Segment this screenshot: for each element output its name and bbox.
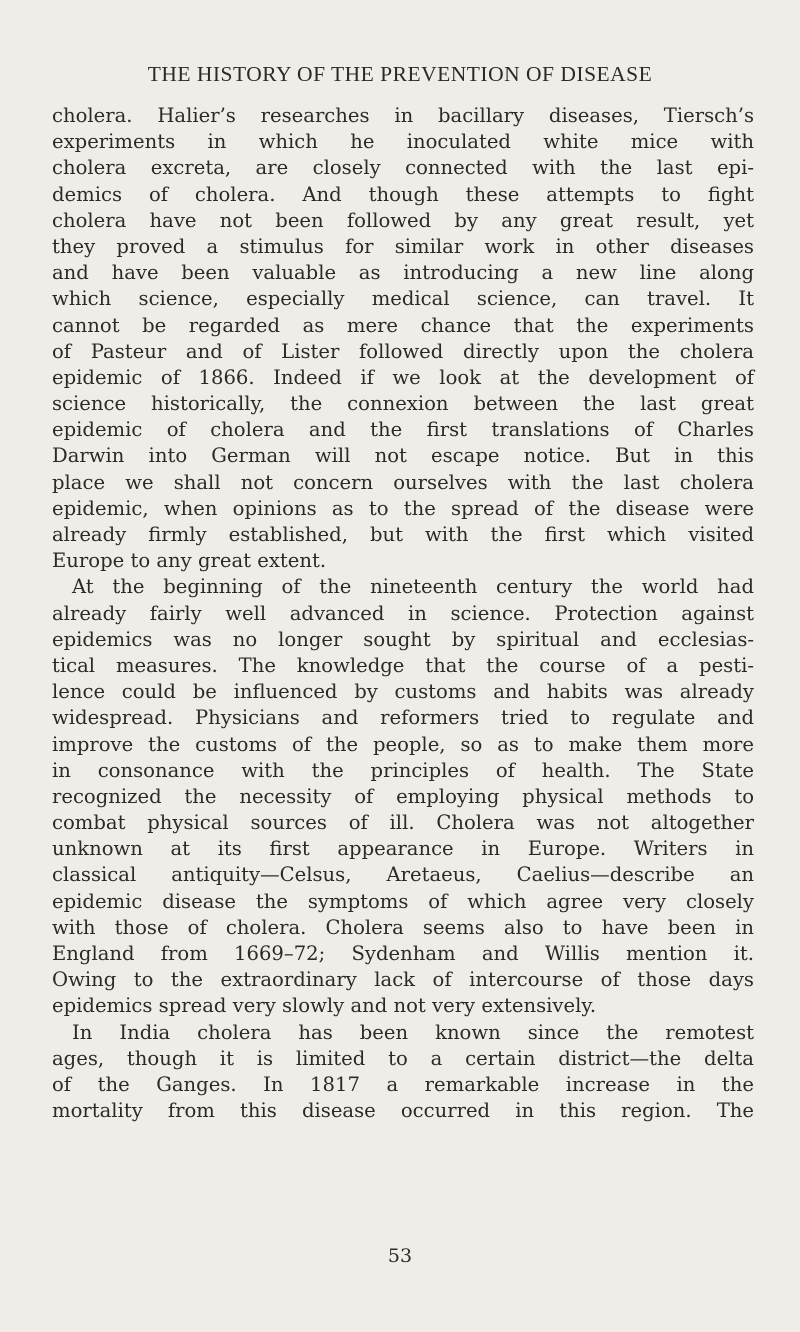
text-line: of the Ganges. In 1817 a remarkable increase in the [52,1072,754,1096]
text-line: cholera have not been followed by any great result, yet [52,208,754,232]
text-line: epidemic of 1866. Indeed if we look at the development of [52,365,754,389]
text-line: place we shall not concern ourselves with the last cholera [52,470,754,494]
text-line: science historically, the connexion between the last great [52,392,754,416]
text-line: ages, though it is limited to a certain district—the delta [52,1046,754,1070]
text-line: already firmly established, but with the first which visited [52,523,754,546]
text-line: in consonance with the principles of health. The State [52,758,754,782]
text-line: experiments in which he inoculated white mice with [52,130,754,154]
text-line: epidemics spread very slowly and not very extensively. [52,994,597,1018]
running-head: THE HISTORY OF THE PREVENTION OF DISEASE [147,62,653,86]
text-line: Europe to any great extent. [52,549,327,573]
text-line: they proved a stimulus for similar work in other diseases [52,234,754,258]
text-line: England from 1669–72; Sydenham and Willis mention it. [52,942,754,965]
text-line: Darwin into German will not escape notice. But in this [52,444,754,468]
text-line: with those of cholera. Cholera seems also to have been in [52,915,754,939]
text-line: demics of cholera. And though these attempts to fight [52,182,754,206]
page-number: 53 [387,1245,413,1267]
text-line: and have been valuable as introducing a new line along [52,261,754,285]
text-line: recognized the necessity of employing physical methods to [52,784,754,808]
text-line: epidemics was no longer sought by spiritual and ecclesias- [52,627,754,651]
text-line: of Pasteur and of Lister followed directly upon the cholera [52,339,754,363]
text-line: classical antiquity—Celsus, Aretaeus, Caelius—describe an [52,863,754,887]
text-line: which science, especially medical science, can travel. It [52,287,754,311]
text-line: already fairly well advanced in science. Protection against [52,601,754,625]
text-line: lence could be influenced by customs and habits was already [52,680,754,704]
text-line: epidemic disease the symptoms of which agree very closely [52,889,754,913]
text-line: widespread. Physicians and reformers tried to regulate and [52,706,754,730]
text-line: improve the customs of the people, so as to make them more [52,732,754,756]
text-line: tical measures. The knowledge that the course of a pesti- [52,653,754,677]
text-line: At the beginning of the nineteenth century the world had [72,575,754,599]
text-line: cholera. Halier’s researches in bacillary diseases, Tiersch’s [52,104,754,127]
text-line: Owing to the extraordinary lack of intercourse of those days [52,968,754,992]
text-line: epidemic, when opinions as to the spread of the disease were [52,496,754,520]
text-line: cholera excreta, are closely connected with the last epi- [52,156,754,180]
text-line: combat physical sources of ill. Cholera was not altogether [52,811,754,835]
text-line: unknown at its first appearance in Europe. Writers in [52,837,754,861]
text-line: cannot be regarded as mere chance that the experiments [52,313,754,337]
text-line: epidemic of cholera and the first translations of Charles [52,418,754,442]
text-line: In India cholera has been known since the remotest [72,1020,754,1044]
text-line: mortality from this disease occurred in this region. The [52,1099,754,1123]
body-text [52,103,754,1124]
